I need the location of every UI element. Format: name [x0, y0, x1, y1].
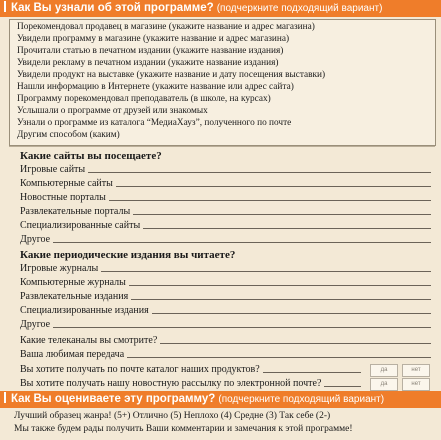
source-option[interactable]: Увидели рекламу в печатном издании (укажите название издания) [17, 58, 279, 68]
sites-answer-line[interactable]: Другое [20, 234, 431, 245]
source-option[interactable]: Другим способом (каким) [17, 130, 120, 140]
section3-title: Как Вы оцениваете эту программу? [11, 393, 216, 405]
source-option[interactable]: Нашли информацию в Интернете (укажите название или адрес сайта) [17, 82, 294, 92]
sites-answer-line[interactable]: Развлекательные порталы [20, 206, 431, 217]
header-bar-icon [4, 1, 6, 12]
periodicals-question: Какие периодические издания вы читаете? [20, 249, 236, 261]
periodicals-answer-line[interactable]: Игровые журналы [20, 263, 431, 274]
section3-header [0, 391, 441, 408]
source-option[interactable]: Увидели продукт на выставке (укажите название и дату посещения выставки) [17, 70, 326, 80]
comments-prompt: Мы также будем рады получить Ваши комментарии и замечания к этой программе! [14, 424, 353, 434]
sites-answer-line[interactable]: Игровые сайты [20, 164, 431, 175]
favorite-show-line[interactable]: Ваша любимая передача [20, 349, 431, 360]
section1-subtitle: (подчеркните подходящий вариант) [216, 3, 383, 14]
divider [9, 146, 435, 147]
section1-header [0, 0, 441, 17]
catalog-no-checkbox[interactable]: нет [402, 364, 430, 377]
catalog-question: Вы хотите получать по почте каталог наших продуктов? [20, 364, 361, 375]
sites-answer-line[interactable]: Специализированные сайты [20, 220, 431, 231]
source-option[interactable]: Прочитали статью в печатном издании (укажите название издания) [17, 46, 284, 56]
section3-subtitle: (подчеркните подходящий вариант) [218, 394, 385, 405]
periodicals-answer-line[interactable]: Специализированные издания [20, 305, 431, 316]
source-option[interactable]: Узнали о программе из каталога “МедиаХауз”, полученного по почте [17, 118, 292, 128]
source-option[interactable]: Увидели программу в магазине (укажите название и адрес магазина) [17, 34, 290, 44]
tv-channels-line[interactable]: Какие телеканалы вы смотрите? [20, 335, 431, 346]
sites-question: Какие сайты вы посещаете? [20, 150, 162, 162]
sites-answer-line[interactable]: Компьютерные сайты [20, 178, 431, 189]
periodicals-answer-line[interactable]: Развлекательные издания [20, 291, 431, 302]
periodicals-answer-line[interactable]: Компьютерные журналы [20, 277, 431, 288]
header-bar-icon [4, 392, 6, 403]
newsletter-no-checkbox[interactable]: нет [402, 378, 430, 391]
source-option[interactable]: Порекомендовал продавец в магазине (укажите название и адрес магазина) [17, 22, 315, 32]
source-option[interactable]: Программу порекомендовал преподаватель (в школе, на курсах) [17, 94, 271, 104]
section1-title: Как Вы узнали об этой программе? [11, 2, 214, 14]
periodicals-answer-line[interactable]: Другое [20, 319, 431, 330]
source-options-panel [9, 19, 436, 146]
newsletter-question: Вы хотите получать нашу новостную рассылку по электронной почте? [20, 378, 361, 389]
catalog-yes-checkbox[interactable]: да [370, 364, 398, 377]
rating-scale[interactable]: Лучший образец жанра! (5+) Отлично (5) Неплохо (4) Средне (3) Так себе (2-) [14, 411, 331, 421]
sites-answer-line[interactable]: Новостные порталы [20, 192, 431, 203]
newsletter-yes-checkbox[interactable]: да [370, 378, 398, 391]
source-option[interactable]: Услышали о программе от друзей или знакомых [17, 106, 208, 116]
